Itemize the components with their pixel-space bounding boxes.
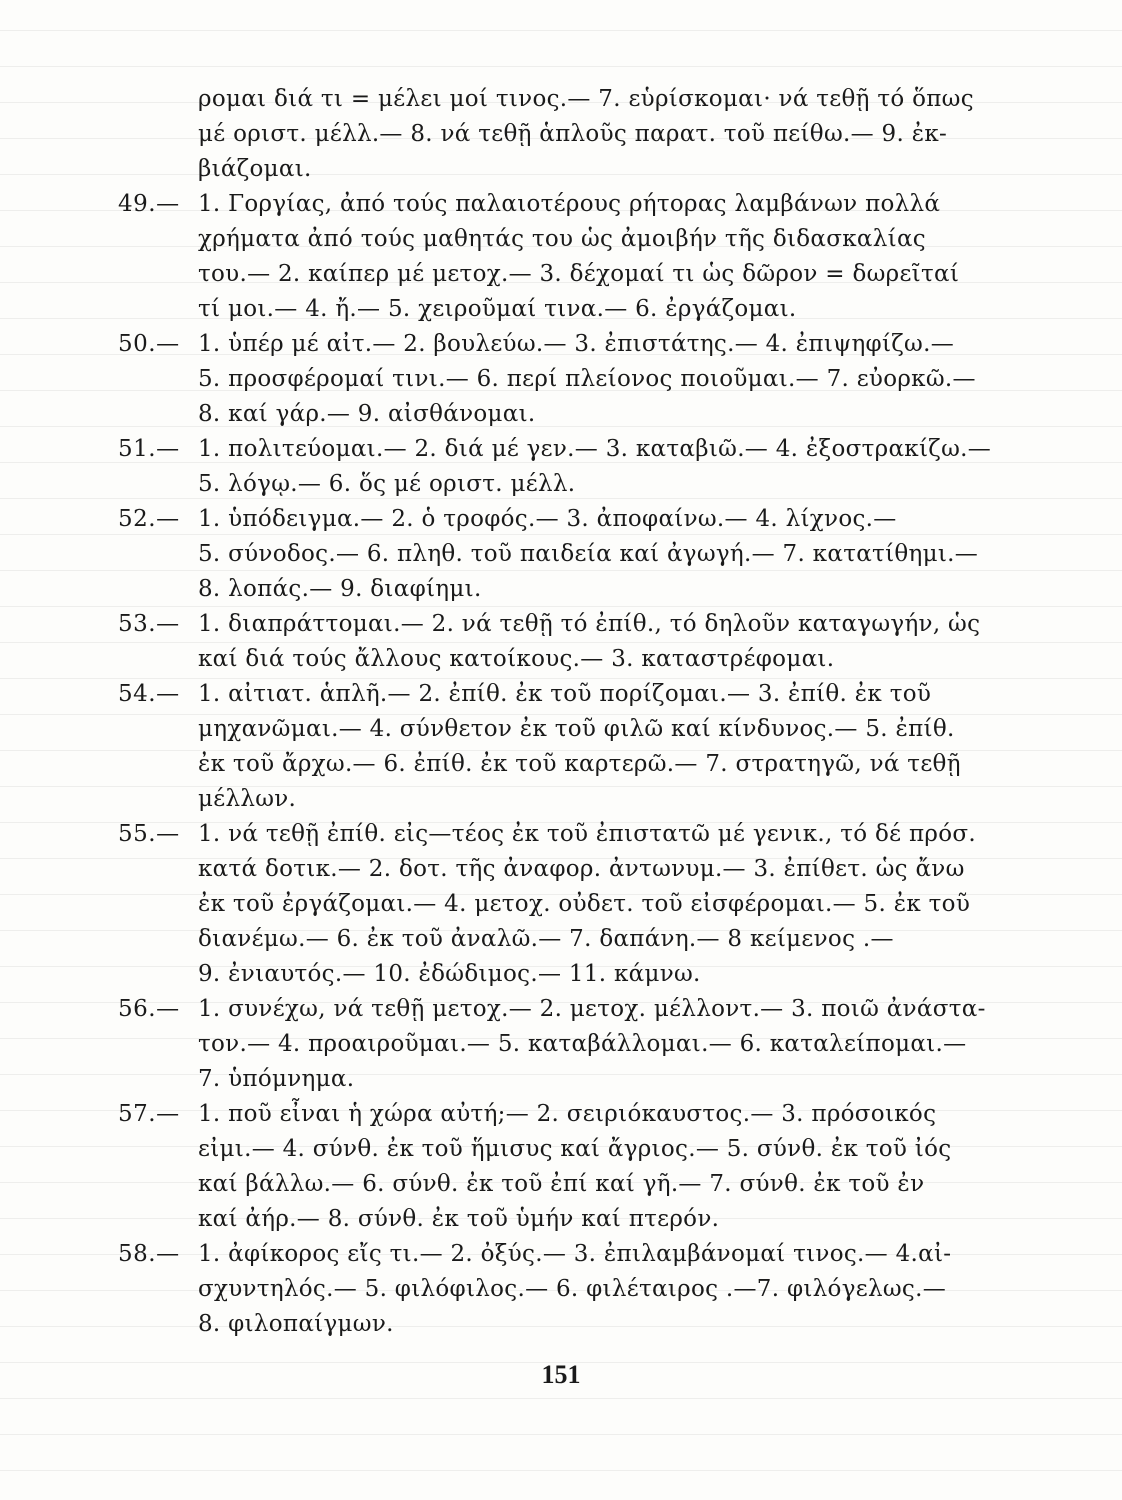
entry-52 <box>118 502 1018 607</box>
text-line: 5. λόγῳ.— 6. ὅς μέ οριστ. μέλλ. <box>198 471 576 497</box>
entry-57 <box>118 1097 1018 1237</box>
text-line: τον.— 4. προαιροῦμαι.— 5. καταβάλλομαι.— 6. καταλείπομαι.— <box>198 1031 967 1057</box>
text-line: 5. προσφέρομαί τινι.— 6. περί πλείονος ποιοῦμαι.— 7. εὐορκῶ.— <box>198 366 976 392</box>
text-line: 1. διαπράττομαι.— 2. νά τεθῇ τό ἐπίθ., τό δηλοῦν καταγωγήν, ὡς <box>198 611 981 637</box>
entry-number: 50.— <box>118 331 180 357</box>
entry-number: 58.— <box>118 1241 180 1267</box>
entry-58 <box>118 1237 1018 1342</box>
entry-55 <box>118 817 1018 992</box>
page-body <box>118 82 1018 1342</box>
text-line: 1. Γοργίας, ἀπό τούς παλαιοτέρους ρήτορας λαμβάνων πολλά <box>198 191 941 217</box>
entry-number: 49.— <box>118 191 180 217</box>
text-line: μέλλων. <box>198 786 297 812</box>
text-line: του.— 2. καίπερ μέ μετοχ.— 3. δέχομαί τι ὡς δῶρον = δωρεῖταί <box>198 261 960 287</box>
text-line: 1. ὑπόδειγμα.— 2. ὁ τροφός.— 3. ἀποφαίνω.— 4. λίχνος.— <box>198 506 897 532</box>
text-line: σχυντηλός.— 5. φιλόφιλος.— 6. φιλέταιρος .—7. φιλόγελως.— <box>198 1276 946 1302</box>
text-line: χρήματα ἀπό τούς μαθητάς του ὡς ἀμοιβήν τῆς διδασκαλίας <box>198 226 926 252</box>
entry-number: 53.— <box>118 611 180 637</box>
entry-number: 55.— <box>118 821 180 847</box>
entry-51 <box>118 432 1018 502</box>
text-line: βιάζομαι. <box>198 156 312 182</box>
text-line: 9. ἐνιαυτός.— 10. ἐδώδιμος.— 11. κάμνω. <box>198 961 701 987</box>
text-line: καί ἀήρ.— 8. σύνθ. ἐκ τοῦ ὑμήν καί πτερόν. <box>198 1206 720 1232</box>
entry-54 <box>118 677 1018 817</box>
text-line: ἐκ τοῦ ἐργάζομαι.— 4. μετοχ. οὐδετ. τοῦ εἰσφέρομαι.— 5. ἐκ τοῦ <box>198 891 971 917</box>
text-line: 1. νά τεθῇ ἐπίθ. εἰς—τέος ἐκ τοῦ ἐπιστατῶ μέ γενικ., τό δέ πρόσ. <box>198 821 977 847</box>
text-line: εἰμι.— 4. σύνθ. ἐκ τοῦ ἥμισυς καί ἄγριος.— 5. σύνθ. ἐκ τοῦ ἰός <box>198 1136 952 1162</box>
entry-number: 57.— <box>118 1101 180 1127</box>
entry-50 <box>118 327 1018 432</box>
text-line: 1. αἰτιατ. ἁπλῆ.— 2. ἐπίθ. ἐκ τοῦ πορίζομαι.— 3. ἐπίθ. ἐκ τοῦ <box>198 681 932 707</box>
text-line: τί μοι.— 4. ἤ.— 5. χειροῦμαί τινα.— 6. ἐργάζομαι. <box>198 296 797 322</box>
text-line: 1. συνέχω, νά τεθῇ μετοχ.— 2. μετοχ. μέλλοντ.— 3. ποιῶ ἀνάστα- <box>198 996 986 1022</box>
text-line: 1. ὑπέρ μέ αἰτ.— 2. βουλεύω.— 3. ἐπιστάτης.— 4. ἐπιψηφίζω.— <box>198 331 955 357</box>
text-line: μέ οριστ. μέλλ.— 8. νά τεθῇ ἁπλοῦς παρατ. τοῦ πείθω.— 9. ἐκ- <box>198 121 948 147</box>
entry-56 <box>118 992 1018 1097</box>
entry-number: 54.— <box>118 681 180 707</box>
entry-number: 52.— <box>118 506 180 532</box>
text-line: ἐκ τοῦ ἄρχω.— 6. ἐπίθ. ἐκ τοῦ καρτερῶ.— 7. στρατηγῶ, νά τεθῇ <box>198 751 961 777</box>
text-line: 5. σύνοδος.— 6. πληθ. τοῦ παιδεία καί ἀγωγή.— 7. κατατίθημι.— <box>198 541 979 567</box>
page-number: 151 <box>541 1360 581 1389</box>
text-line: 1. πολιτεύομαι.— 2. διά μέ γεν.— 3. καταβιῶ.— 4. ἐξοστρακίζω.— <box>198 436 992 462</box>
entry-number: 51.— <box>118 436 180 462</box>
text-line: 7. ὑπόμνημα. <box>198 1066 355 1092</box>
text-line: μηχανῶμαι.— 4. σύνθετον ἐκ τοῦ φιλῶ καί κίνδυνος.— 5. ἐπίθ. <box>198 716 955 742</box>
text-line: 8. λοπάς.— 9. διαφίημι. <box>198 576 482 602</box>
entry-53 <box>118 607 1018 677</box>
entry-number: 56.— <box>118 996 180 1022</box>
entry-49 <box>118 187 1018 327</box>
text-line: διανέμω.— 6. ἐκ τοῦ ἀναλῶ.— 7. δαπάνη.— 8 κείμενος .— <box>198 926 894 952</box>
text-line: καί βάλλω.— 6. σύνθ. ἐκ τοῦ ἐπί καί γῆ.— 7. σύνθ. ἐκ τοῦ ἐν <box>198 1171 925 1197</box>
text-line: 1. ἀφίκορος εἴς τι.— 2. ὀξύς.— 3. ἐπιλαμβάνομαί τινος.— 4.αἰ- <box>198 1241 952 1267</box>
text-line: 8. καί γάρ.— 9. αἰσθάνομαι. <box>198 401 536 427</box>
text-line: 1. ποῦ εἶναι ἡ χώρα αὐτή;— 2. σειριόκαυστος.— 3. πρόσοικός <box>198 1101 937 1127</box>
text-line: καί διά τούς ἄλλους κατοίκους.— 3. καταστρέφομαι. <box>198 646 835 672</box>
text-line: 8. φιλοπαίγμων. <box>198 1311 394 1337</box>
text-line: ρομαι διά τι = μέλει μοί τινος.— 7. εὑρίσκομαι· νά τεθῇ τό ὅπως <box>198 86 974 112</box>
continued-text <box>118 82 1018 187</box>
text-line: κατά δοτικ.— 2. δοτ. τῆς ἀναφορ. ἀντωνυμ.— 3. ἐπίθετ. ὡς ἄνω <box>198 856 965 882</box>
